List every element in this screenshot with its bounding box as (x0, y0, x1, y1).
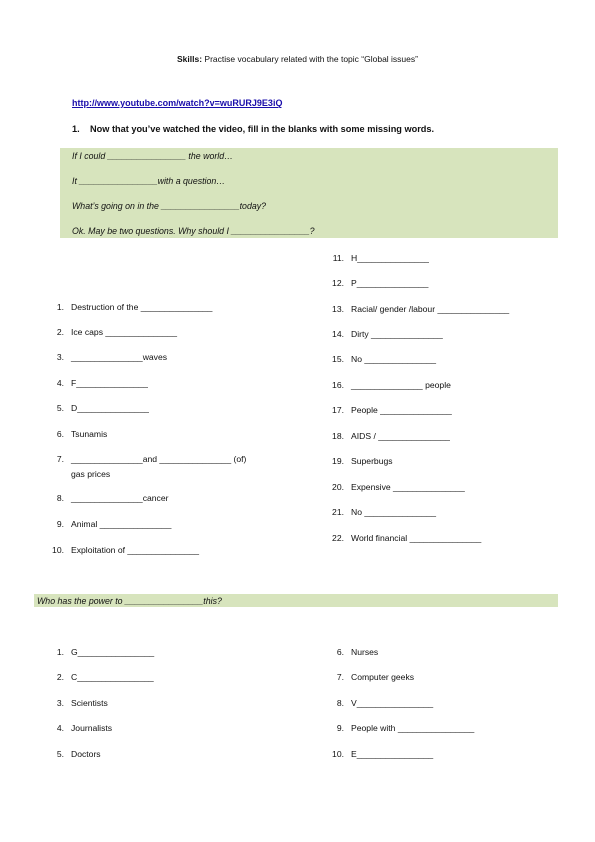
question-1-text: Now that you’ve watched the video, fill in the blanks with some missing words. (90, 124, 435, 134)
list-item: 13. Racial/ gender /labour _______________ (332, 304, 510, 314)
list-item: 21. No _______________ (332, 507, 437, 517)
list-item: 17. People _______________ (332, 405, 452, 415)
lyrics-line-1: If I could ________________ the world… (72, 151, 233, 161)
list-item: 5. Doctors (56, 749, 101, 759)
list-item: 19. Superbugs (332, 456, 393, 466)
list-item: 22. World financial _______________ (332, 533, 482, 543)
list-item: 6. Nurses (336, 647, 379, 657)
list-item: 11. H_______________ (332, 253, 429, 263)
list-item: 4. Journalists (56, 723, 113, 733)
list-item: 7. Computer geeks (336, 672, 415, 682)
list-item: 15. No _______________ (332, 354, 437, 364)
list-item: 9. Animal _______________ (56, 519, 172, 529)
list-item: 20. Expensive _______________ (332, 482, 465, 492)
list-item: 12. P_______________ (332, 278, 429, 288)
list-item: 3. Scientists (56, 698, 108, 708)
list-item: 4. F_______________ (56, 378, 148, 388)
power-question: Who has the power to ________________this? (37, 596, 222, 606)
list-item: 9. People with ________________ (336, 723, 475, 733)
skills-header (0, 54, 595, 64)
list-item: 8. V________________ (336, 698, 434, 708)
list-item: 1. G________________ (56, 647, 155, 657)
skills-label: Skills: (177, 54, 203, 64)
list-item: 1. Destruction of the _______________ (56, 302, 213, 312)
list-item: 2. Ice caps _______________ (56, 327, 178, 337)
lyrics-line-4: Ok. May be two questions. Why should I ________________? (72, 226, 315, 236)
video-link[interactable]: http://www.youtube.com/watch?v=wuRURJ9E3iQ (72, 98, 283, 108)
list-item: 18. AIDS / _______________ (332, 431, 450, 441)
lyrics-line-3: What’s going on in the ________________today? (72, 201, 267, 211)
list-item: 2. C________________ (56, 672, 154, 682)
list-item: 10. E________________ (332, 749, 434, 759)
list-item: 6. Tsunamis (56, 429, 108, 439)
question-1 (72, 124, 434, 134)
list-item: 8. _______________cancer (56, 493, 169, 503)
question-1-number: 1. (72, 124, 80, 134)
list-item-continuation: gas prices (71, 469, 111, 479)
list-item: 16. _______________ people (332, 380, 451, 390)
list-item: 10. Exploitation of _______________ (52, 545, 200, 555)
list-item: 7. _______________and _______________ (of) (56, 454, 247, 464)
lyrics-line-2: It ________________with a question… (72, 176, 226, 186)
skills-text: Practise vocabulary related with the topic “Global issues” (202, 54, 418, 64)
lyrics-box (60, 148, 558, 238)
list-item: 5. D_______________ (56, 403, 149, 413)
list-item: 3. _______________waves (56, 352, 168, 362)
list-item: 14. Dirty _______________ (332, 329, 443, 339)
